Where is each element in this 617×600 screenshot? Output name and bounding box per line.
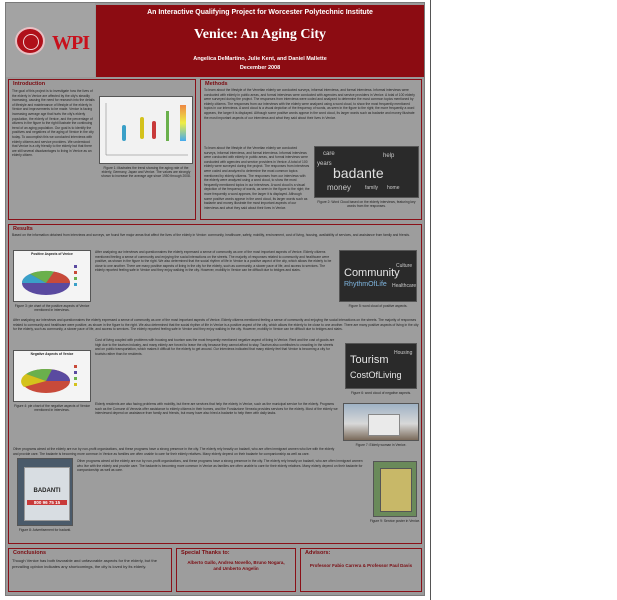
results-title: Results — [13, 226, 33, 232]
pie-1-legend-1 — [74, 265, 77, 268]
pie-1-svg — [14, 251, 90, 301]
special-thanks-title: Special Thanks to: — [181, 550, 230, 556]
wc-culture: Culture — [396, 263, 413, 269]
results-community-text-2: After analyzing our interviews and questionnaires the elderly expressed a sense of community as one of the most important aspects of Venice. Elderly citizens mentioned feeling a sense of community and enjoying the social interactions on the streets. The majority of responses related to community and healthcare were positive, as shown in the figure to the right. We also determined that the social rhythm of life in Venice is a positive aspect of the city, which allows the elderly to be close to one another. There are many positive aspects of living in the city for the elderly, such as community, a slower pace of life, and access to services. The elderly reported feeling safe in Venice and they enjoy walking in the city. However, mobility in Venice can be difficult due to bridges and stairs. — [13, 318, 419, 332]
community-word-cloud — [339, 250, 417, 302]
methods-text: To learn about the lifestyle of the Venetian elderly we conducted surveys, informal interviews, and formal interviews. Informal interviews were conducted with elderly in public areas, and formal interviews were conducted with agencies and service providers in Venice. A total of 100 elderly were surveyed during the project. The responses from interviews were coded and analyzed to determine the most common topics mentioned by elderly citizens. The responses from our interviews with the elderly were analyzed using a word cloud, to show the most frequently mentioned topics in our interviews. A word cloud is a visual depiction of the frequency of words, as seen in the figure to the right; the more frequently a word appears, the larger it is displayed. Although some positive words appear in the word cloud, its larger words such as badante and money illustrate the most important aspects of our interviews and what they said about their lives in Venice. — [204, 88, 415, 120]
methods-text-continued: To learn about the lifestyle of the Venetian elderly we conducted surveys, informal interviews, and formal interviews. Informal interviews were conducted with elderly in public areas, and formal interviews were conducted with agencies and service providers in Venice. A total of 100 elderly were surveyed during the project. The responses from interviews were coded and analyzed to determine the most common topics mentioned by elderly citizens. The responses from our interviews with the elderly were analyzed using a word cloud, to show the most frequently mentioned topics in our interviews. A word cloud is a visual depiction of the frequency of words, as seen in the figure to the right; the more frequently a word appears, the larger it is displayed. Although some positive words appear in the word cloud, its larger words such as badante and money illustrate the most important aspects of our interviews and what they said about their lives in Venice. — [204, 146, 310, 210]
wc-family: family — [365, 185, 379, 191]
service-poster-photo — [373, 461, 417, 517]
wc-care: care — [323, 151, 335, 157]
results-community-text: After analyzing our interviews and questionnaires the elderly expressed a sense of community as one of the most important aspects of Venice. Elderly citizens mentioned feeling a sense of community and enjoying the social interactions on the streets. The majority of responses related to community and healthcare were positive, as shown in the figure to the right. We also determined that the social rhythm of life in Venice is a positive aspect of the city, which allows the elderly to be close to one another. There are many positive aspects of living in the city for the elderly, such as community, a slower pace of life, and access to services. The elderly reported feeling safe in Venice and they enjoy walking in the city. However, mobility in Venice can be difficult due to bridges and stairs. — [95, 250, 332, 273]
figure-3-caption: Figure 3: pie chart of the positive aspects of Venice mentioned in interviews. — [14, 304, 90, 312]
pie-2-legend-3 — [74, 377, 77, 380]
project-line: An Interactive Qualifying Project for Worcester Polytechnic Institute — [147, 9, 373, 16]
figure-2-caption: Figure 2: Word Cloud based on the elderly interviews, featuring key words from the responses. — [317, 200, 416, 208]
wc-help: help — [383, 153, 395, 159]
pie-1-title: Positive Aspects of Venice — [31, 252, 73, 256]
results-badanti-text-2: Other programs aimed at the elderly are run by non-profit organizations, and these programs have a strong presence in the city. The elderly rely heavily on badanti, who are often immigrant women who live with the elderly and provide care. The badante is becoming more common in Venice as families are often unable to care for their elderly relatives. Many elderly depend on their badante for companionship as well as care. — [77, 459, 363, 473]
wc-housing: Housing — [394, 350, 413, 356]
badanti-advertisement-photo — [17, 458, 73, 526]
wpi-seal-icon — [15, 27, 45, 55]
elderly-photo — [343, 403, 419, 441]
badanti-sign-phone: 800 96 75 15 — [27, 500, 67, 505]
pie-1-legend-2 — [74, 271, 77, 274]
pie-2-legend-4 — [74, 383, 77, 386]
wc-years: years — [317, 161, 332, 167]
chart-bar-4 — [166, 111, 169, 141]
wc-home: home — [387, 185, 400, 191]
wc-community: Community — [344, 267, 400, 279]
results-tourism-text: Cost of living coupled with problems with housing and tourism was the most frequently mentioned negative aspect of living in Venice. Rent and the cost of goods are high due to the tourism industry, and many elderly are forced to leave the city because they cannot afford to stay. Tourism also contributes to crowding in the streets and on public transportation, which makes it difficult for the elderly to get around. Our interviews indicated that many elderly feel that Venice is becoming a city for tourists rather than for residents. — [95, 338, 335, 356]
authors: Angelica DeMartino, Julie Kent, and Daniel Mallette — [193, 56, 327, 62]
wc-money: money — [327, 183, 352, 192]
badanti-sign — [24, 467, 70, 521]
badanti-sign-text: BADANTI — [33, 488, 61, 494]
negative-aspects-pie-chart — [13, 350, 91, 402]
wpi-logo — [12, 26, 90, 56]
positive-aspects-pie-chart — [13, 250, 91, 302]
figure-6-caption: Figure 6: word cloud of negative aspects. — [350, 391, 412, 395]
introduction-title: Introduction — [13, 81, 46, 87]
figure-7-caption: Figure 7: Elderly woman in Venice. — [355, 443, 407, 447]
pie-2-title: Negative Aspects of Venice — [30, 352, 74, 356]
poster-title: Venice: An Aging City — [193, 27, 327, 42]
pie-1-legend-4 — [74, 283, 77, 286]
introduction-text-continued — [12, 193, 194, 217]
poster — [5, 2, 425, 596]
advisors-names: Professor Fabio Carrera & Professor Paul Davis — [309, 563, 413, 568]
date: December 2008 — [239, 65, 281, 71]
figure-8-caption: Figure 8: Advertisement for badanti. — [18, 528, 72, 532]
figure-1-caption: Figure 1: illustrates the trend showing the aging rate of the elderly, Germany, Japan and Venice. The values are strongly shown to increase the average age since 1950 through 2008. — [101, 166, 191, 178]
pie-2-legend-2 — [74, 371, 77, 374]
chart-bar-3 — [152, 121, 156, 139]
service-poster-panel — [380, 468, 412, 512]
wc-tourism: Tourism — [350, 354, 389, 366]
chart-bar-1 — [122, 125, 126, 141]
introduction-text: The goal of this project is to investigate how the lives of the elderly in Venice are affected by the city's steadily increasing, causing the need for research into the details of lifestyle and maintenance of lifestyle of the elderly in Venice and improvements to be made. Venice is facing increasing average age that hurts the city's elderly population, the elderly of Venice, and the percentage of citizens in the figure to the right illustrate the continuing trend of an aging population. Our goal is to identify the positives and negatives of the aging of Venice in the city today. To accomplish this we conducted interviews with elderly citizens and service providers. We understood that Venice is a city friendly to the elderly but that there are still several disadvantages to living in Venice as an elderly citizen. — [12, 89, 95, 158]
results-services-text: Elderly residents are also facing problems with mobility, but there are services that help the elderly in Venice, such as the municipal service for the elderly. Programs such as the Comune di Venezia offer assistance to elderly citizens in their homes, and the Fondazione Venezia provides services for the elderly. Most of the elderly we interviewed depend on assistance from family and friends, but many have also hired a badante to help them with daily tasks. — [95, 402, 338, 416]
results-badanti-text: Other programs aimed at the elderly are run by non-profit organizations, and these programs have a strong presence in the city. The elderly rely heavily on badanti, who are often immigrant women who live with the elderly and provide care. The badante is becoming more common in Venice as families are often unable to care for their elderly relatives. Many elderly depend on their badante for companionship as well as care. — [13, 447, 335, 456]
aging-trend-chart-svg — [100, 97, 192, 163]
special-thanks-names: Alberto Gallo, Andrea Novello, Bruno Nogara, and Umberto Angelin — [187, 560, 285, 571]
conclusions-section — [8, 548, 172, 592]
figure-9-caption: Figure 9: Service poster in Venice. — [369, 519, 421, 523]
methods-section — [200, 79, 422, 220]
methods-title: Methods — [205, 81, 228, 87]
chart-legend-bar — [180, 105, 186, 141]
header-banner — [96, 5, 424, 77]
header-logo-panel — [6, 3, 95, 77]
pie-2-legend-1 — [74, 365, 77, 368]
conclusions-text: Though Venice has both favorable and unfavorable aspects for the elderly, but the prevailing opinion indicates any shortcomings, the city is loved by its elderly. — [12, 558, 157, 569]
special-thanks-section — [176, 548, 296, 592]
wc-costofliving: CostOfLiving — [350, 370, 402, 380]
advisors-section — [300, 548, 422, 592]
wpi-logo-text: WPI — [52, 32, 89, 54]
tourism-word-cloud — [345, 343, 417, 389]
introduction-section — [8, 79, 196, 220]
results-intro: Based on the information obtained from interviews and surveys, we found five major areas that affect the lives of the elderly in Venice: community, healthcare, safety, mobility, environment, cost of living, housing, availability of services, and assistance from family and friends. — [12, 233, 410, 237]
wc-healthcare: Healthcare — [392, 283, 417, 289]
photo-object — [368, 414, 400, 436]
figure-4-caption: Figure 4: pie chart of the negative aspects of Venice mentioned in interviews. — [14, 404, 90, 412]
advisors-title: Advisors: — [305, 550, 331, 556]
methods-word-cloud — [314, 146, 419, 198]
page-edge — [430, 0, 431, 600]
wc-badante: badante — [333, 165, 384, 181]
figure-5-caption: Figure 5: word cloud of positive aspects. — [348, 304, 408, 308]
aging-trend-chart — [99, 96, 193, 164]
pie-2-svg — [14, 351, 90, 401]
pie-1-legend-3 — [74, 277, 77, 280]
conclusions-title: Conclusions — [13, 550, 47, 556]
results-section — [8, 224, 422, 544]
chart-bar-2 — [140, 117, 144, 139]
wc-rhythmoflife: RhythmOfLife — [344, 281, 387, 288]
